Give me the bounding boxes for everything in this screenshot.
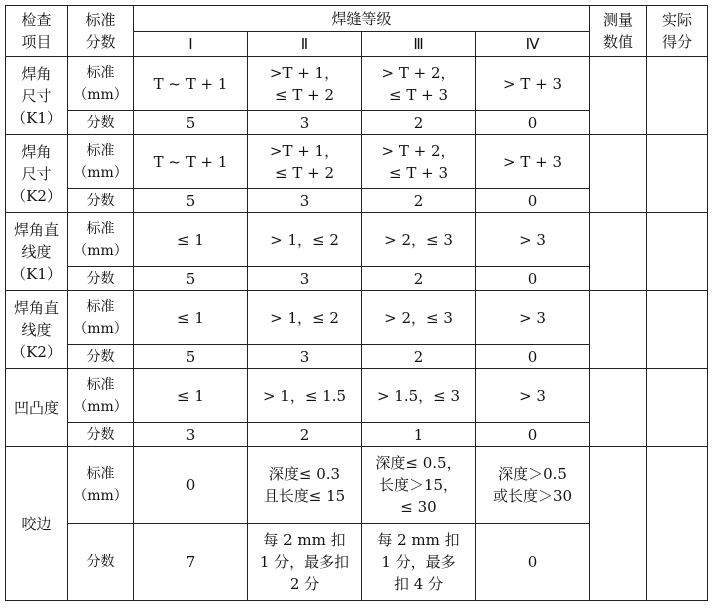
actual-score-cell xyxy=(647,447,708,601)
score-cell: 3 xyxy=(248,111,362,135)
table-row xyxy=(6,291,708,345)
standard-label: 标准 （mm） xyxy=(68,213,134,267)
measured-value-cell xyxy=(590,369,647,447)
standard-cell: > T + 3 xyxy=(476,135,590,189)
score-cell: 每 2 mm 扣 1 分，最多 扣 4 分 xyxy=(362,524,476,601)
score-cell: 2 xyxy=(248,423,362,447)
measured-value-cell xyxy=(590,135,647,213)
header-weld-grade: 焊缝等级 xyxy=(134,6,590,32)
score-label: 分数 xyxy=(68,524,134,601)
header-measured-value: 测量 数值 xyxy=(590,6,647,57)
score-cell: 2 xyxy=(362,111,476,135)
standard-cell: T ~ T + 1 xyxy=(134,135,248,189)
header-actual-score: 实际 得分 xyxy=(647,6,708,57)
table-row xyxy=(6,447,708,524)
standard-cell: > T + 3 xyxy=(476,57,590,111)
score-label: 分数 xyxy=(68,189,134,213)
standard-cell: > 2，≤ 3 xyxy=(362,213,476,267)
score-cell: 5 xyxy=(134,111,248,135)
table-row xyxy=(6,369,708,423)
score-cell: 5 xyxy=(134,345,248,369)
actual-score-cell xyxy=(647,291,708,369)
score-cell: 5 xyxy=(134,189,248,213)
standard-cell: > 1，≤ 2 xyxy=(248,213,362,267)
standard-cell: > 3 xyxy=(476,213,590,267)
category-cell: 凹凸度 xyxy=(6,369,68,447)
table-row xyxy=(6,135,708,189)
score-cell: 3 xyxy=(134,423,248,447)
standard-cell: > 1，≤ 1.5 xyxy=(248,369,362,423)
category-cell: 焊角 尺寸 （K1） xyxy=(6,57,68,135)
score-cell: 0 xyxy=(476,189,590,213)
standard-label: 标准 （mm） xyxy=(68,369,134,423)
score-label: 分数 xyxy=(68,423,134,447)
standard-cell: > 1.5，≤ 3 xyxy=(362,369,476,423)
score-cell: 2 xyxy=(362,189,476,213)
actual-score-cell xyxy=(647,369,708,447)
header-standard-score: 标准 分数 xyxy=(68,6,134,57)
standard-cell: ≤ 1 xyxy=(134,213,248,267)
measured-value-cell xyxy=(590,213,647,291)
grade-3: Ⅲ xyxy=(362,32,476,57)
standard-cell: > T + 2， ≤ T + 3 xyxy=(362,57,476,111)
score-cell: 0 xyxy=(476,267,590,291)
standard-cell: ≤ 1 xyxy=(134,291,248,345)
actual-score-cell xyxy=(647,213,708,291)
standard-label: 标准 （mm） xyxy=(68,57,134,111)
measured-value-cell xyxy=(590,57,647,135)
score-label: 分数 xyxy=(68,111,134,135)
score-cell: 3 xyxy=(248,267,362,291)
standard-cell: > 3 xyxy=(476,369,590,423)
standard-cell: ≤ 1 xyxy=(134,369,248,423)
standard-cell: 深度＞0.5 或长度＞30 xyxy=(476,447,590,524)
table-row xyxy=(6,213,708,267)
score-cell: 每 2 mm 扣 1 分，最多扣 2 分 xyxy=(248,524,362,601)
category-cell: 焊角直 线度 （K1） xyxy=(6,213,68,291)
actual-score-cell xyxy=(647,135,708,213)
score-cell: 3 xyxy=(248,189,362,213)
category-cell: 咬边 xyxy=(6,447,68,601)
grade-2: Ⅱ xyxy=(248,32,362,57)
standard-label: 标准 （mm） xyxy=(68,447,134,524)
score-cell: 0 xyxy=(476,111,590,135)
score-cell: 5 xyxy=(134,267,248,291)
score-cell: 0 xyxy=(476,423,590,447)
standard-cell: > 3 xyxy=(476,291,590,345)
score-cell: 0 xyxy=(476,345,590,369)
score-cell: 7 xyxy=(134,524,248,601)
actual-score-cell xyxy=(647,57,708,135)
score-cell: 0 xyxy=(476,524,590,601)
score-label: 分数 xyxy=(68,345,134,369)
measured-value-cell xyxy=(590,447,647,601)
standard-cell: 深度≤ 0.5， 长度＞15， ≤ 30 xyxy=(362,447,476,524)
standard-label: 标准 （mm） xyxy=(68,291,134,345)
score-cell: 2 xyxy=(362,345,476,369)
standard-cell: 0 xyxy=(134,447,248,524)
standard-cell: > 2，≤ 3 xyxy=(362,291,476,345)
measured-value-cell xyxy=(590,291,647,369)
standard-cell: T ~ T + 1 xyxy=(134,57,248,111)
category-cell: 焊角直 线度 （K2） xyxy=(6,291,68,369)
weld-grade-table xyxy=(5,5,708,601)
category-cell: 焊角 尺寸 （K2） xyxy=(6,135,68,213)
standard-cell: 深度≤ 0.3 且长度≤ 15 xyxy=(248,447,362,524)
table-row xyxy=(6,57,708,111)
standard-cell: >T + 1， ≤ T + 2 xyxy=(248,57,362,111)
standard-cell: > 1，≤ 2 xyxy=(248,291,362,345)
score-cell: 3 xyxy=(248,345,362,369)
grade-1: Ⅰ xyxy=(134,32,248,57)
header-inspection-item: 检查 项目 xyxy=(6,6,68,57)
standard-label: 标准 （mm） xyxy=(68,135,134,189)
standard-cell: > T + 2， ≤ T + 3 xyxy=(362,135,476,189)
score-label: 分数 xyxy=(68,267,134,291)
score-cell: 2 xyxy=(362,267,476,291)
score-cell: 1 xyxy=(362,423,476,447)
standard-cell: >T + 1， ≤ T + 2 xyxy=(248,135,362,189)
grade-4: Ⅳ xyxy=(476,32,590,57)
